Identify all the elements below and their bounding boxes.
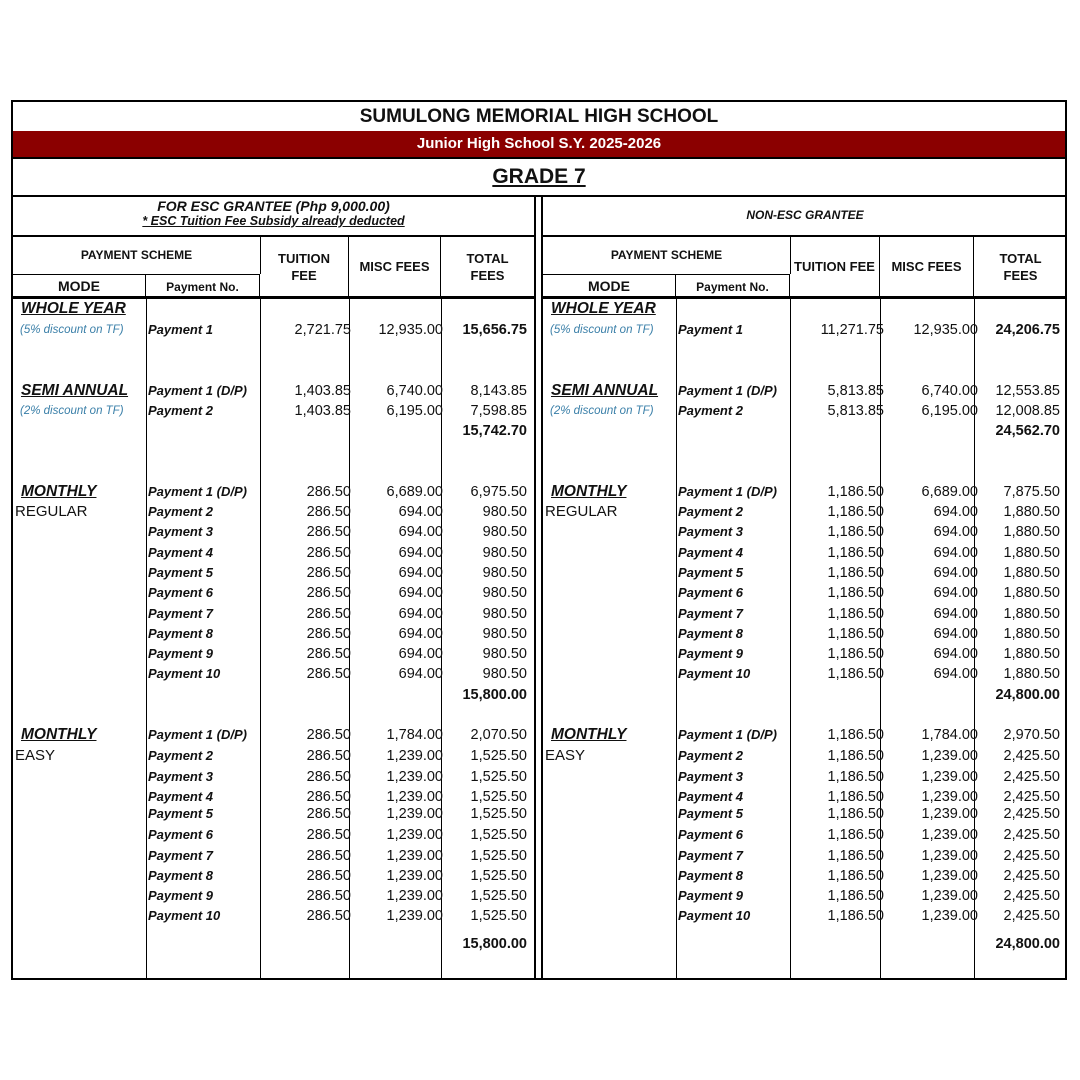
total-fee-value: 7,598.85 <box>470 403 527 419</box>
total-label-2: FEES <box>1003 267 1038 283</box>
payment-number: Payment 2 <box>678 504 744 519</box>
tuition-fee-value: 286.50 <box>306 769 351 785</box>
whole-year-label: WHOLE YEAR <box>551 300 656 317</box>
total-fee-value: 1,880.50 <box>1003 524 1060 541</box>
misc-fee-value: 1,239.00 <box>921 908 978 924</box>
payment-number: Payment 2 <box>678 748 744 763</box>
misc-fee-value: 1,239.00 <box>386 868 443 884</box>
table-row <box>543 381 1067 401</box>
payment-number: Payment 4 <box>148 544 214 560</box>
misc-fee-value: 1,784.00 <box>921 727 978 743</box>
tuition-fee-value: 1,403.85 <box>294 403 351 419</box>
misc-fee-value: 694.00 <box>398 544 443 561</box>
misc-fee-value: 6,689.00 <box>386 484 443 500</box>
total-fee-value: 980.50 <box>482 625 527 642</box>
total-fee-value: 1,525.50 <box>470 848 527 864</box>
total-fee-value: 980.50 <box>482 666 527 683</box>
misc-fee-value: 6,689.00 <box>921 484 978 500</box>
total-fee-value: 1,880.50 <box>1003 625 1060 642</box>
semi-annual-discount-note: (2% discount on TF) <box>550 405 654 417</box>
payment-number: Payment 3 <box>678 524 744 540</box>
table-row <box>543 664 1067 684</box>
total-fee-value: 1,880.50 <box>1003 564 1060 581</box>
table-row <box>543 767 1067 787</box>
payment-number: Payment 5 <box>678 806 744 821</box>
misc-fee-value: 6,740.00 <box>921 383 978 399</box>
misc-fee-value: 694.00 <box>398 564 443 581</box>
monthly-label: MONTHLY <box>21 483 97 500</box>
misc-fee-value: 694.00 <box>933 666 978 683</box>
table-row <box>13 522 534 542</box>
total-fee-value: 2,425.50 <box>1003 827 1060 843</box>
whole-year-label: WHOLE YEAR <box>21 300 126 317</box>
total-fee-value: 2,970.50 <box>1003 727 1060 743</box>
total-fee-value: 2,425.50 <box>1003 868 1060 884</box>
payment-number: Payment 8 <box>678 868 744 883</box>
payment-number: Payment 9 <box>148 888 214 903</box>
misc-fee-value: 694.00 <box>398 666 443 683</box>
tuition-label-2: FEE <box>291 267 317 283</box>
payment-number: Payment 2 <box>148 748 214 763</box>
table-row <box>13 725 534 745</box>
table-row <box>13 624 534 644</box>
table-row <box>543 502 1067 522</box>
tuition-fee-value: 1,186.50 <box>827 848 884 864</box>
total-fee-value: 1,525.50 <box>470 748 527 764</box>
semi-annual-label: SEMI ANNUAL <box>551 382 659 399</box>
payment-number: Payment 10 <box>148 908 221 923</box>
total-fee-value: 6,975.50 <box>470 484 527 500</box>
tuition-fee-value: 286.50 <box>306 848 351 864</box>
table-row <box>543 522 1067 542</box>
esc-table-body <box>13 299 534 978</box>
total-fees-header <box>974 237 1067 296</box>
table-row <box>543 604 1067 624</box>
total-fee-value: 2,425.50 <box>1003 848 1060 864</box>
tuition-label: TUITION FEE <box>794 259 875 274</box>
misc-fee-value: 1,239.00 <box>921 789 978 805</box>
subtotal-row <box>543 421 1067 441</box>
table-row <box>13 886 534 906</box>
tuition-fee-value: 286.50 <box>306 727 351 743</box>
total-fee-value: 1,525.50 <box>470 769 527 785</box>
table-row <box>543 906 1067 926</box>
tuition-fee-value: 1,186.50 <box>827 524 884 541</box>
tuition-fee-value: 5,813.85 <box>827 383 884 399</box>
total-fee-value: 2,425.50 <box>1003 789 1060 805</box>
misc-fee-value: 1,239.00 <box>386 908 443 924</box>
misc-fee-value: 12,935.00 <box>378 322 443 338</box>
payment-number: Payment 1 (D/P) <box>678 727 777 742</box>
non-esc-heading: NON-ESC GRANTEE <box>746 208 864 222</box>
payment-number: Payment 2 <box>148 403 214 418</box>
tuition-fee-value: 286.50 <box>306 908 351 924</box>
tuition-fee-header <box>790 237 880 296</box>
total-label-1: TOTAL <box>466 250 509 266</box>
payment-number: Payment 9 <box>678 646 744 662</box>
payment-number: Payment 3 <box>148 769 214 784</box>
table-row <box>13 767 534 787</box>
tuition-fee-value: 286.50 <box>306 748 351 764</box>
tuition-fee-value: 286.50 <box>306 564 351 581</box>
total-fee-value: 1,525.50 <box>470 806 527 822</box>
total-fee-value: 980.50 <box>482 504 527 520</box>
tuition-fee-value: 1,186.50 <box>827 908 884 924</box>
subtotal-value: 24,800.00 <box>995 936 1060 952</box>
table-row <box>13 583 534 603</box>
misc-fees-header <box>349 237 441 296</box>
misc-fee-value: 6,195.00 <box>921 403 978 419</box>
payment-no-label: Payment No. <box>696 280 769 294</box>
subtotal-row <box>13 685 534 705</box>
payment-number: Payment 1 (D/P) <box>678 484 777 499</box>
payment-number: Payment 4 <box>678 789 744 804</box>
center-divider <box>534 195 543 978</box>
misc-fee-value: 694.00 <box>933 585 978 602</box>
misc-fee-value: 694.00 <box>933 564 978 581</box>
payment-number: Payment 1 <box>678 322 744 337</box>
total-fee-value: 15,656.75 <box>462 322 527 338</box>
payment-number: Payment 10 <box>678 908 751 923</box>
regular-label: REGULAR <box>545 503 618 520</box>
tuition-fee-value: 1,186.50 <box>827 827 884 843</box>
table-row <box>543 543 1067 563</box>
total-fee-value: 980.50 <box>482 646 527 663</box>
subtotal-value: 15,800.00 <box>462 936 527 952</box>
table-row <box>13 825 534 845</box>
regular-label: REGULAR <box>15 503 88 520</box>
whole-year-discount-note: (5% discount on TF) <box>20 324 124 336</box>
tuition-label-1: TUITION <box>278 250 330 266</box>
misc-fee-value: 1,239.00 <box>921 868 978 884</box>
payment-number: Payment 4 <box>148 789 214 804</box>
payment-number: Payment 1 <box>148 322 214 337</box>
tuition-fee-value: 286.50 <box>306 806 351 822</box>
easy-label: EASY <box>545 747 586 764</box>
table-row <box>13 664 534 684</box>
total-label-2: FEES <box>470 267 505 283</box>
total-fee-value: 2,425.50 <box>1003 748 1060 764</box>
mode-label-row <box>543 299 1067 319</box>
misc-fee-value: 694.00 <box>933 544 978 561</box>
tuition-fee-value: 286.50 <box>306 544 351 561</box>
misc-fee-value: 1,239.00 <box>386 748 443 764</box>
tuition-fee-value: 286.50 <box>306 888 351 904</box>
total-fee-value: 1,525.50 <box>470 789 527 805</box>
easy-label: EASY <box>15 747 56 764</box>
misc-fee-value: 1,239.00 <box>921 748 978 764</box>
table-row <box>13 804 534 824</box>
table-row <box>13 604 534 624</box>
payment-scheme-header: PAYMENT SCHEME <box>543 237 791 274</box>
total-label-1: TOTAL <box>999 250 1042 266</box>
tuition-fee-value: 1,186.50 <box>827 544 884 561</box>
table-row <box>543 746 1067 766</box>
payment-number: Payment 10 <box>678 666 751 682</box>
payment-number: Payment 3 <box>148 524 214 540</box>
total-fee-value: 1,880.50 <box>1003 585 1060 602</box>
semi-annual-discount-note: (2% discount on TF) <box>20 405 124 417</box>
table-row <box>543 401 1067 421</box>
table-row <box>13 846 534 866</box>
misc-fee-value: 12,935.00 <box>913 322 978 338</box>
total-fee-value: 980.50 <box>482 524 527 541</box>
misc-label: MISC FEES <box>359 259 430 274</box>
misc-fee-value: 694.00 <box>398 605 443 622</box>
total-fee-value: 2,425.50 <box>1003 769 1060 785</box>
misc-fee-value: 694.00 <box>398 585 443 602</box>
tuition-fee-value: 1,186.50 <box>827 789 884 805</box>
monthly-label: MONTHLY <box>551 726 627 743</box>
payment-number: Payment 4 <box>678 544 744 560</box>
esc-note: * ESC Tuition Fee Subsidy already deducted <box>142 214 405 228</box>
tuition-fee-value: 1,186.50 <box>827 868 884 884</box>
tuition-fee-value: 1,186.50 <box>827 666 884 683</box>
table-row <box>543 563 1067 583</box>
payment-number: Payment 10 <box>148 666 221 682</box>
tuition-fee-value: 1,186.50 <box>827 646 884 663</box>
total-fee-value: 1,525.50 <box>470 868 527 884</box>
payment-number: Payment 6 <box>148 827 214 842</box>
payment-number: Payment 7 <box>148 605 214 621</box>
misc-fee-value: 694.00 <box>398 504 443 520</box>
payment-no-header <box>146 274 260 296</box>
tuition-fee-value: 286.50 <box>306 585 351 602</box>
tuition-fee-value: 1,186.50 <box>827 484 884 500</box>
payment-number: Payment 1 (D/P) <box>148 383 247 398</box>
non-esc-table-body <box>543 299 1067 978</box>
total-fee-value: 1,525.50 <box>470 827 527 843</box>
misc-fee-value: 1,239.00 <box>921 769 978 785</box>
payment-number: Payment 3 <box>678 769 744 784</box>
tuition-fee-value: 1,186.50 <box>827 605 884 622</box>
esc-column-header <box>13 237 534 299</box>
monthly-label: MONTHLY <box>551 483 627 500</box>
payment-no-header <box>676 274 790 296</box>
table-row <box>13 482 534 502</box>
misc-fee-value: 694.00 <box>933 625 978 642</box>
misc-fee-value: 1,239.00 <box>921 806 978 822</box>
table-row <box>543 624 1067 644</box>
payment-number: Payment 1 (D/P) <box>148 727 247 742</box>
tuition-fee-value: 1,186.50 <box>827 727 884 743</box>
tuition-fee-value: 286.50 <box>306 484 351 500</box>
misc-fee-value: 1,239.00 <box>386 769 443 785</box>
misc-fee-value: 1,239.00 <box>921 888 978 904</box>
table-row <box>13 906 534 926</box>
total-fee-value: 980.50 <box>482 564 527 581</box>
payment-scheme-header: PAYMENT SCHEME <box>13 237 261 274</box>
misc-fee-value: 694.00 <box>933 605 978 622</box>
tuition-fee-value: 286.50 <box>306 666 351 683</box>
tuition-fee-header <box>260 237 349 296</box>
payment-number: Payment 1 (D/P) <box>148 484 247 499</box>
total-fee-value: 980.50 <box>482 585 527 602</box>
table-row <box>13 401 534 421</box>
total-fee-value: 2,425.50 <box>1003 888 1060 904</box>
total-fee-value: 2,425.50 <box>1003 806 1060 822</box>
total-fee-value: 2,425.50 <box>1003 908 1060 924</box>
misc-fee-value: 694.00 <box>933 504 978 520</box>
payment-number: Payment 6 <box>678 585 744 601</box>
misc-fee-value: 1,239.00 <box>921 848 978 864</box>
total-fee-value: 1,880.50 <box>1003 544 1060 561</box>
total-fee-value: 12,553.85 <box>995 383 1060 399</box>
non-esc-group-header <box>543 195 1067 237</box>
tuition-fee-value: 286.50 <box>306 524 351 541</box>
tuition-fee-value: 1,403.85 <box>294 383 351 399</box>
misc-fee-value: 6,195.00 <box>386 403 443 419</box>
tuition-fee-value: 1,186.50 <box>827 585 884 602</box>
tuition-fee-value: 1,186.50 <box>827 769 884 785</box>
subtotal-row <box>13 421 534 441</box>
table-row <box>13 563 534 583</box>
total-fee-value: 1,525.50 <box>470 908 527 924</box>
total-fee-value: 1,880.50 <box>1003 605 1060 622</box>
misc-fee-value: 1,239.00 <box>386 789 443 805</box>
misc-fee-value: 1,239.00 <box>921 827 978 843</box>
tuition-fee-value: 2,721.75 <box>294 322 351 338</box>
tuition-fee-value: 286.50 <box>306 625 351 642</box>
table-row <box>13 502 534 522</box>
misc-fee-value: 1,239.00 <box>386 827 443 843</box>
subtotal-row <box>543 685 1067 705</box>
esc-grantee-section <box>13 195 534 978</box>
fee-schedule-sheet <box>11 100 1067 980</box>
misc-fee-value: 694.00 <box>933 524 978 541</box>
misc-label: MISC FEES <box>891 259 962 274</box>
total-fee-value: 12,008.85 <box>995 403 1060 419</box>
misc-fee-value: 1,239.00 <box>386 888 443 904</box>
subtotal-row <box>13 934 534 954</box>
payment-number: Payment 1 (D/P) <box>678 383 777 398</box>
table-row <box>13 644 534 664</box>
payment-number: Payment 2 <box>678 403 744 418</box>
payment-no-label: Payment No. <box>166 280 239 294</box>
whole-year-discount-note: (5% discount on TF) <box>550 324 654 336</box>
payment-number: Payment 2 <box>148 504 214 519</box>
total-fee-value: 980.50 <box>482 544 527 561</box>
table-row <box>543 825 1067 845</box>
table-row <box>543 725 1067 745</box>
misc-fee-value: 1,784.00 <box>386 727 443 743</box>
total-fee-value: 1,525.50 <box>470 888 527 904</box>
table-row <box>543 866 1067 886</box>
table-row <box>543 804 1067 824</box>
payment-number: Payment 6 <box>678 827 744 842</box>
grade-heading: GRADE 7 <box>13 157 1065 197</box>
table-row <box>543 482 1067 502</box>
total-fee-value: 8,143.85 <box>470 383 527 399</box>
tuition-fee-value: 286.50 <box>306 789 351 805</box>
payment-number: Payment 8 <box>678 625 744 641</box>
tuition-fee-value: 286.50 <box>306 504 351 520</box>
non-esc-grantee-section <box>543 195 1067 978</box>
payment-number: Payment 8 <box>148 625 214 641</box>
subtotal-value: 15,800.00 <box>462 687 527 703</box>
total-fee-value: 1,880.50 <box>1003 504 1060 520</box>
table-row <box>13 746 534 766</box>
table-row <box>543 644 1067 664</box>
tuition-fee-value: 5,813.85 <box>827 403 884 419</box>
tuition-fee-value: 1,186.50 <box>827 888 884 904</box>
esc-heading: FOR ESC GRANTEE (Php 9,000.00) <box>157 198 390 214</box>
tuition-fee-value: 1,186.50 <box>827 748 884 764</box>
esc-group-header <box>13 195 534 237</box>
total-fees-header <box>441 237 534 296</box>
misc-fee-value: 694.00 <box>398 524 443 541</box>
tuition-fee-value: 286.50 <box>306 646 351 663</box>
school-title: SUMULONG MEMORIAL HIGH SCHOOL <box>359 106 719 127</box>
subtotal-row <box>543 934 1067 954</box>
tuition-fee-value: 1,186.50 <box>827 504 884 520</box>
tuition-fee-value: 286.50 <box>306 827 351 843</box>
total-fee-value: 2,070.50 <box>470 727 527 743</box>
payment-number: Payment 5 <box>148 806 214 821</box>
mode-header: MODE <box>543 274 676 296</box>
semi-annual-label: SEMI ANNUAL <box>21 382 129 399</box>
mode-label-row <box>543 320 1067 340</box>
tuition-fee-value: 286.50 <box>306 605 351 622</box>
payment-number: Payment 5 <box>148 564 214 580</box>
total-fee-value: 1,880.50 <box>1003 646 1060 663</box>
mode-label-row <box>13 320 534 340</box>
total-fee-value: 1,880.50 <box>1003 666 1060 683</box>
misc-fees-header <box>880 237 974 296</box>
misc-fee-value: 6,740.00 <box>386 383 443 399</box>
table-row <box>543 886 1067 906</box>
subtotal-value: 15,742.70 <box>462 423 527 439</box>
misc-fee-value: 694.00 <box>933 646 978 663</box>
table-row <box>543 583 1067 603</box>
mode-header: MODE <box>13 274 146 296</box>
tuition-fee-value: 1,186.50 <box>827 564 884 581</box>
total-fee-value: 980.50 <box>482 605 527 622</box>
tuition-fee-value: 286.50 <box>306 868 351 884</box>
total-fee-value: 7,875.50 <box>1003 484 1060 500</box>
subtotal-value: 24,562.70 <box>995 423 1060 439</box>
payment-number: Payment 7 <box>678 605 744 621</box>
school-year-banner: Junior High School S.Y. 2025-2026 <box>13 131 1065 157</box>
payment-number: Payment 7 <box>148 848 214 863</box>
tuition-fee-value: 1,186.50 <box>827 806 884 822</box>
table-row <box>13 381 534 401</box>
payment-number: Payment 9 <box>678 888 744 903</box>
payment-number: Payment 5 <box>678 564 744 580</box>
tuition-fee-value: 1,186.50 <box>827 625 884 642</box>
misc-fee-value: 1,239.00 <box>386 848 443 864</box>
payment-number: Payment 7 <box>678 848 744 863</box>
table-row <box>13 543 534 563</box>
table-row <box>13 866 534 886</box>
misc-fee-value: 1,239.00 <box>386 806 443 822</box>
tuition-fee-value: 11,271.75 <box>820 322 884 338</box>
non-esc-column-header <box>543 237 1067 299</box>
table-row <box>543 846 1067 866</box>
misc-fee-value: 694.00 <box>398 646 443 663</box>
payment-number: Payment 9 <box>148 646 214 662</box>
payment-number: Payment 8 <box>148 868 214 883</box>
mode-label-row <box>13 299 534 319</box>
subtotal-value: 24,800.00 <box>995 687 1060 703</box>
total-fee-value: 24,206.75 <box>995 322 1060 338</box>
misc-fee-value: 694.00 <box>398 625 443 642</box>
payment-number: Payment 6 <box>148 585 214 601</box>
monthly-label: MONTHLY <box>21 726 97 743</box>
